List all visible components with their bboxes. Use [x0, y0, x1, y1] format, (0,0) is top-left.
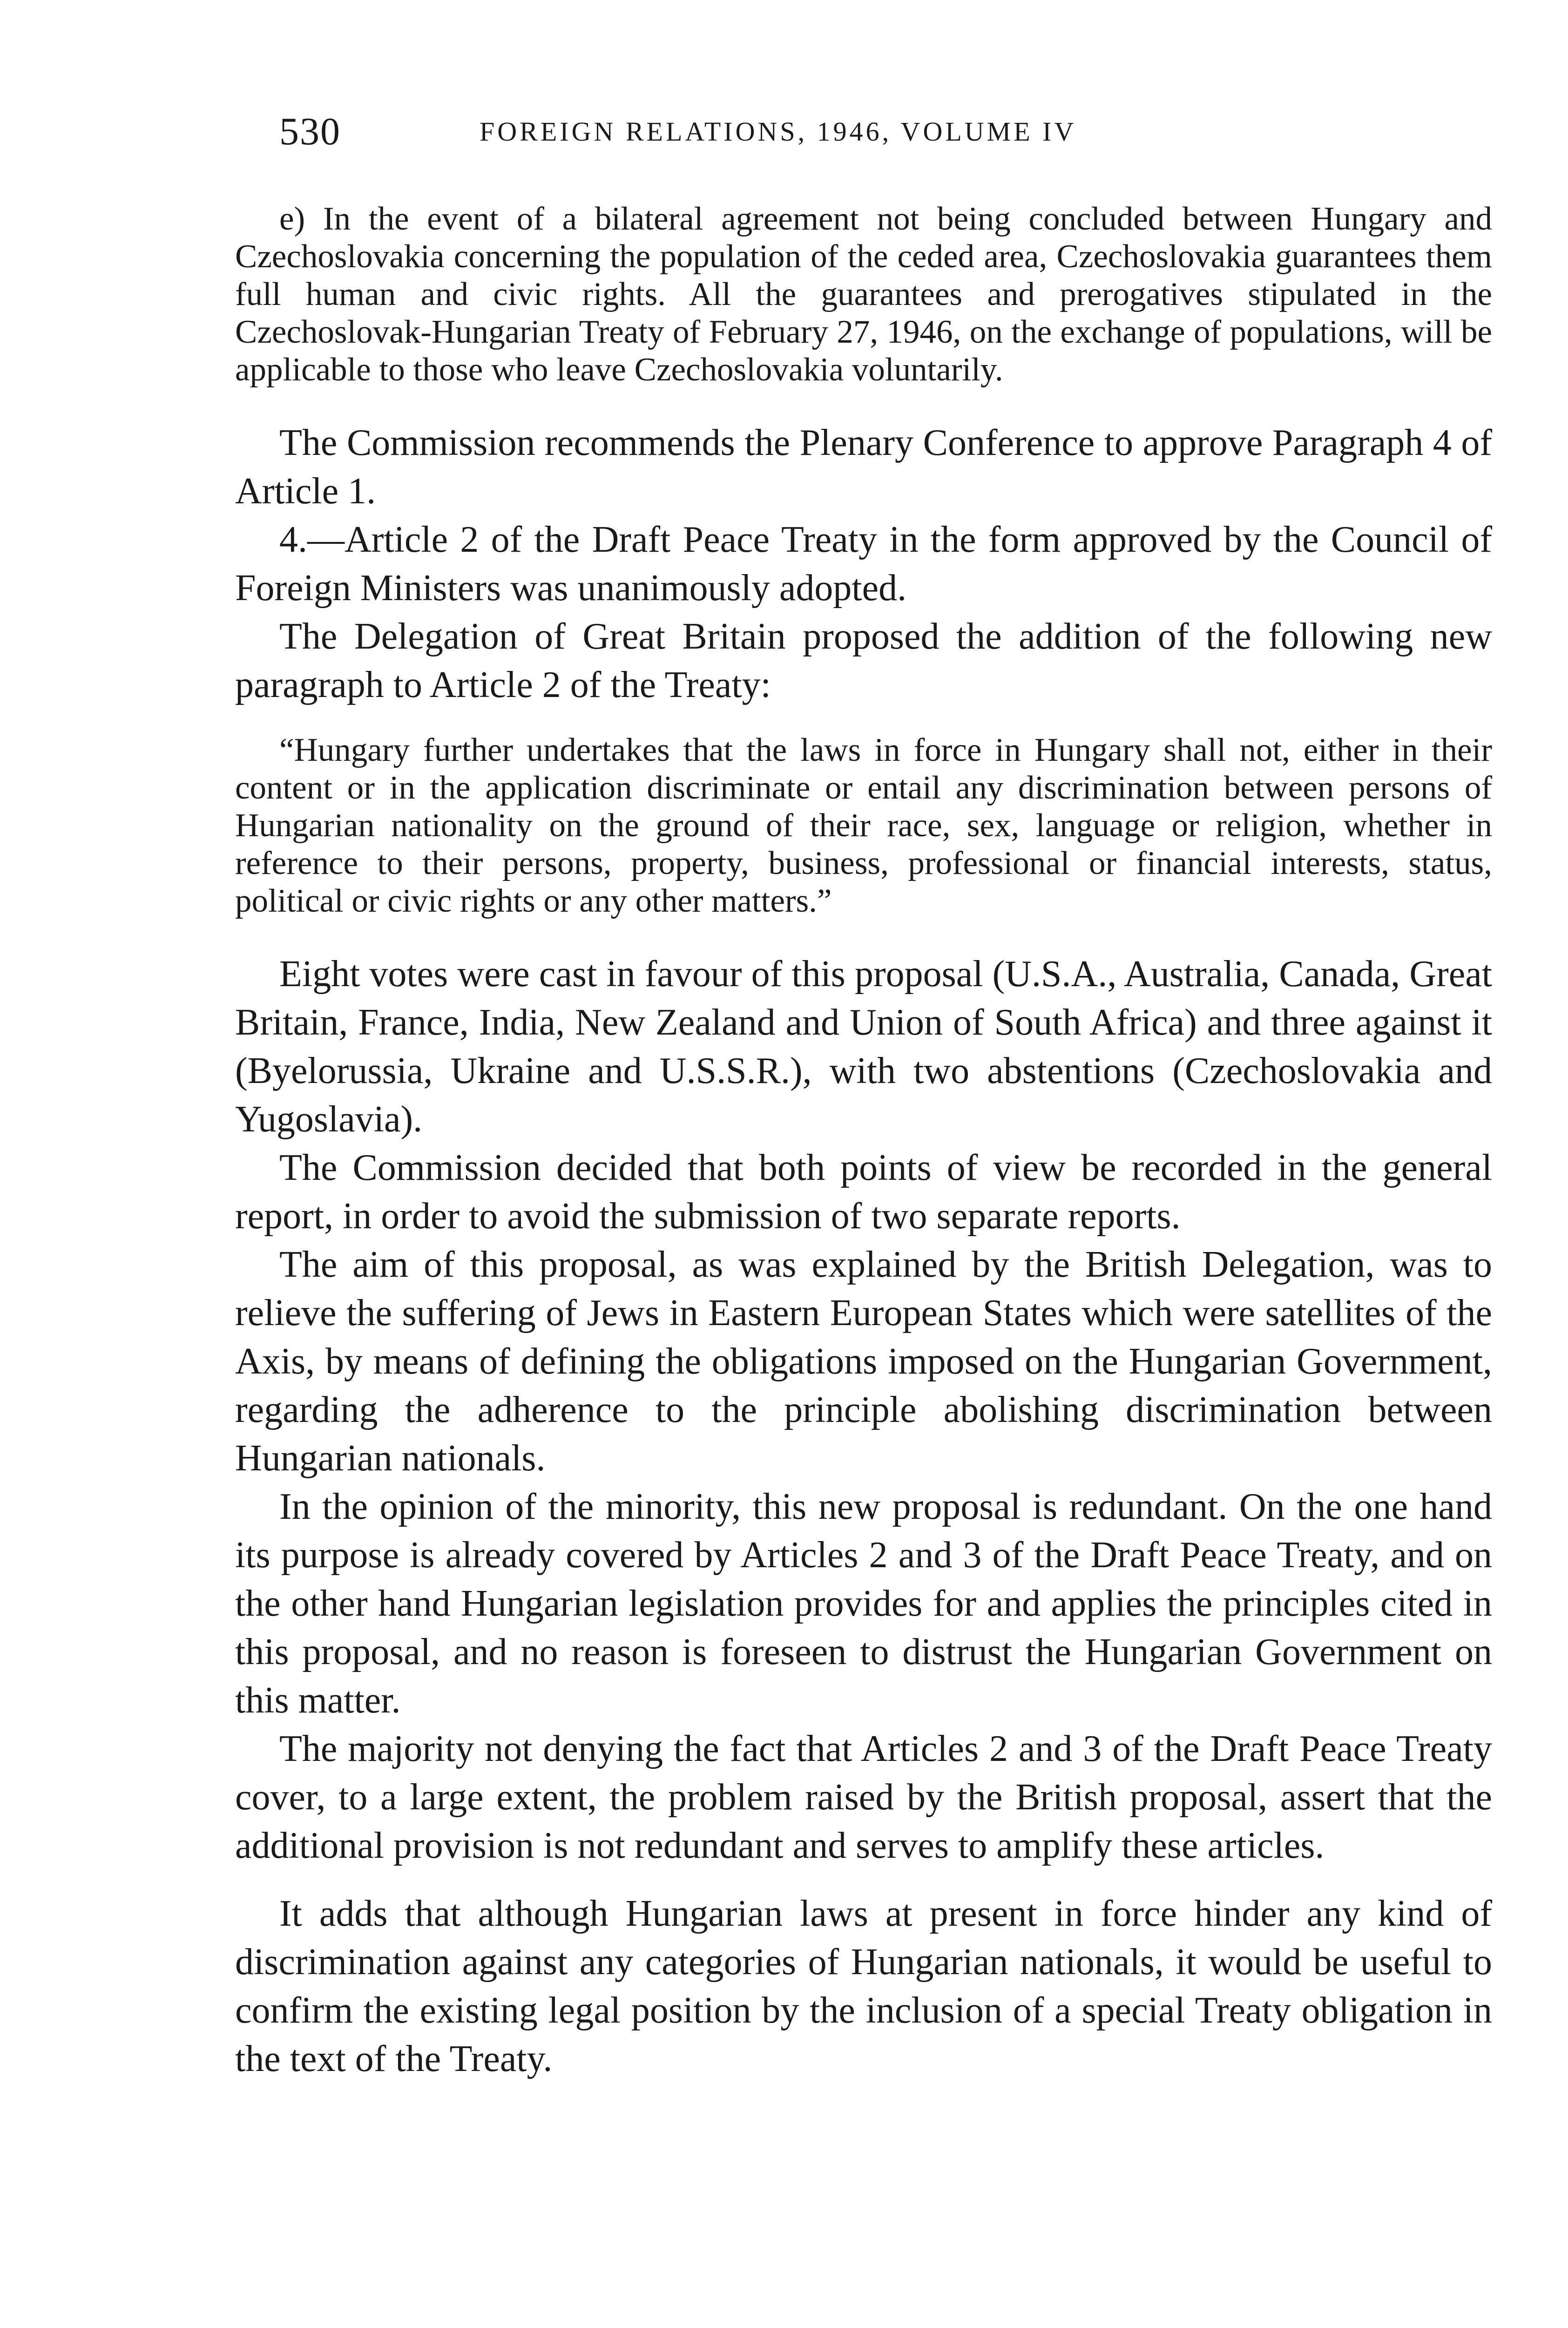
paragraph-confirm-legal-position: It adds that although Hungarian laws at present in force hinder any kind of discrimination against any categories of Hungarian nationals, it would be useful to confirm the existing legal position by the inclusion of a special Treaty obligation in the text of the Treaty. — [235, 1893, 1492, 2079]
paragraph-votes: Eight votes were cast in favour of this proposal (U.S.A., Australia, Canada, Great Britain, France, India, New Zealand and Union of South Africa) and three against it (Byelorussia, Ukraine and U.S.S.R.), with two abstentions (Czechoslovakia and Yugoslavia). — [235, 954, 1492, 1140]
running-head: FOREIGN RELATIONS, 1946, VOLUME IV — [480, 116, 1077, 147]
paragraph-commission-decided: The Commission decided that both points of view be recorded in the general report, in order to avoid the submission of two separate reports. — [235, 1147, 1492, 1237]
paragraph-article-2-adopted: 4.—Article 2 of the Draft Peace Treaty in the form approved by the Council of Foreign Ministers was unanimously adopted. — [235, 519, 1492, 609]
paragraph-guarantees: e) In the event of a bilateral agreement not being concluded between Hungary and Czechoslovakia concerning the population of the ceded area, Czechoslovakia guarantees them full human and civic rights. All the guarantees and prerogatives stipulated in the Czechoslovak-Hungarian Treaty of February 27, 1946, on the exchange of populations, will be applicable to those who leave Czechoslovakia voluntarily. — [235, 201, 1492, 388]
paragraph-minority-opinion: In the opinion of the minority, this new proposal is redundant. On the one hand its purpose is already covered by Articles 2 and 3 of the Draft Peace Treaty, and on the other hand Hungarian legislation provides for and applies the principles cited in this proposal, and no reason is foreseen to distrust the Hungarian Government on this matter. — [235, 1486, 1492, 1721]
paragraph-aim-of-proposal: The aim of this proposal, as was explained by the British Delegation, was to relieve the suffering of Jews in Eastern European States which were satellites of the Axis, by means of defining the obligations imposed on the Hungarian Government, regarding the adherence to the principle abolishing discrimination between Hungarian nationals. — [235, 1244, 1492, 1479]
body-text — [235, 200, 1492, 2083]
paragraph-british-proposal: The Delegation of Great Britain proposed the addition of the following new paragraph to Article 2 of the Treaty: — [235, 616, 1492, 705]
paragraph-majority-opinion: The majority not denying the fact that Articles 2 and 3 of the Draft Peace Treaty cover, to a large extent, the problem raised by the British proposal, assert that the additional provision is not redundant and serves to amplify these articles. — [235, 1728, 1492, 1866]
page-header — [279, 106, 1238, 157]
page-number: 530 — [279, 110, 341, 153]
quoted-proposal-text: “Hungary further undertakes that the laws in force in Hungary shall not, either in their content or in the application discriminate or entail any discrimination between persons of Hungarian nationality on the ground of their race, sex, language or religion, whether in reference to their persons, property, business, professional or financial interests, status, political or civic rights or any other matters.” — [235, 732, 1492, 919]
paragraph-commission-recommends: The Commission recommends the Plenary Conference to approve Paragraph 4 of Article 1. — [235, 422, 1492, 512]
